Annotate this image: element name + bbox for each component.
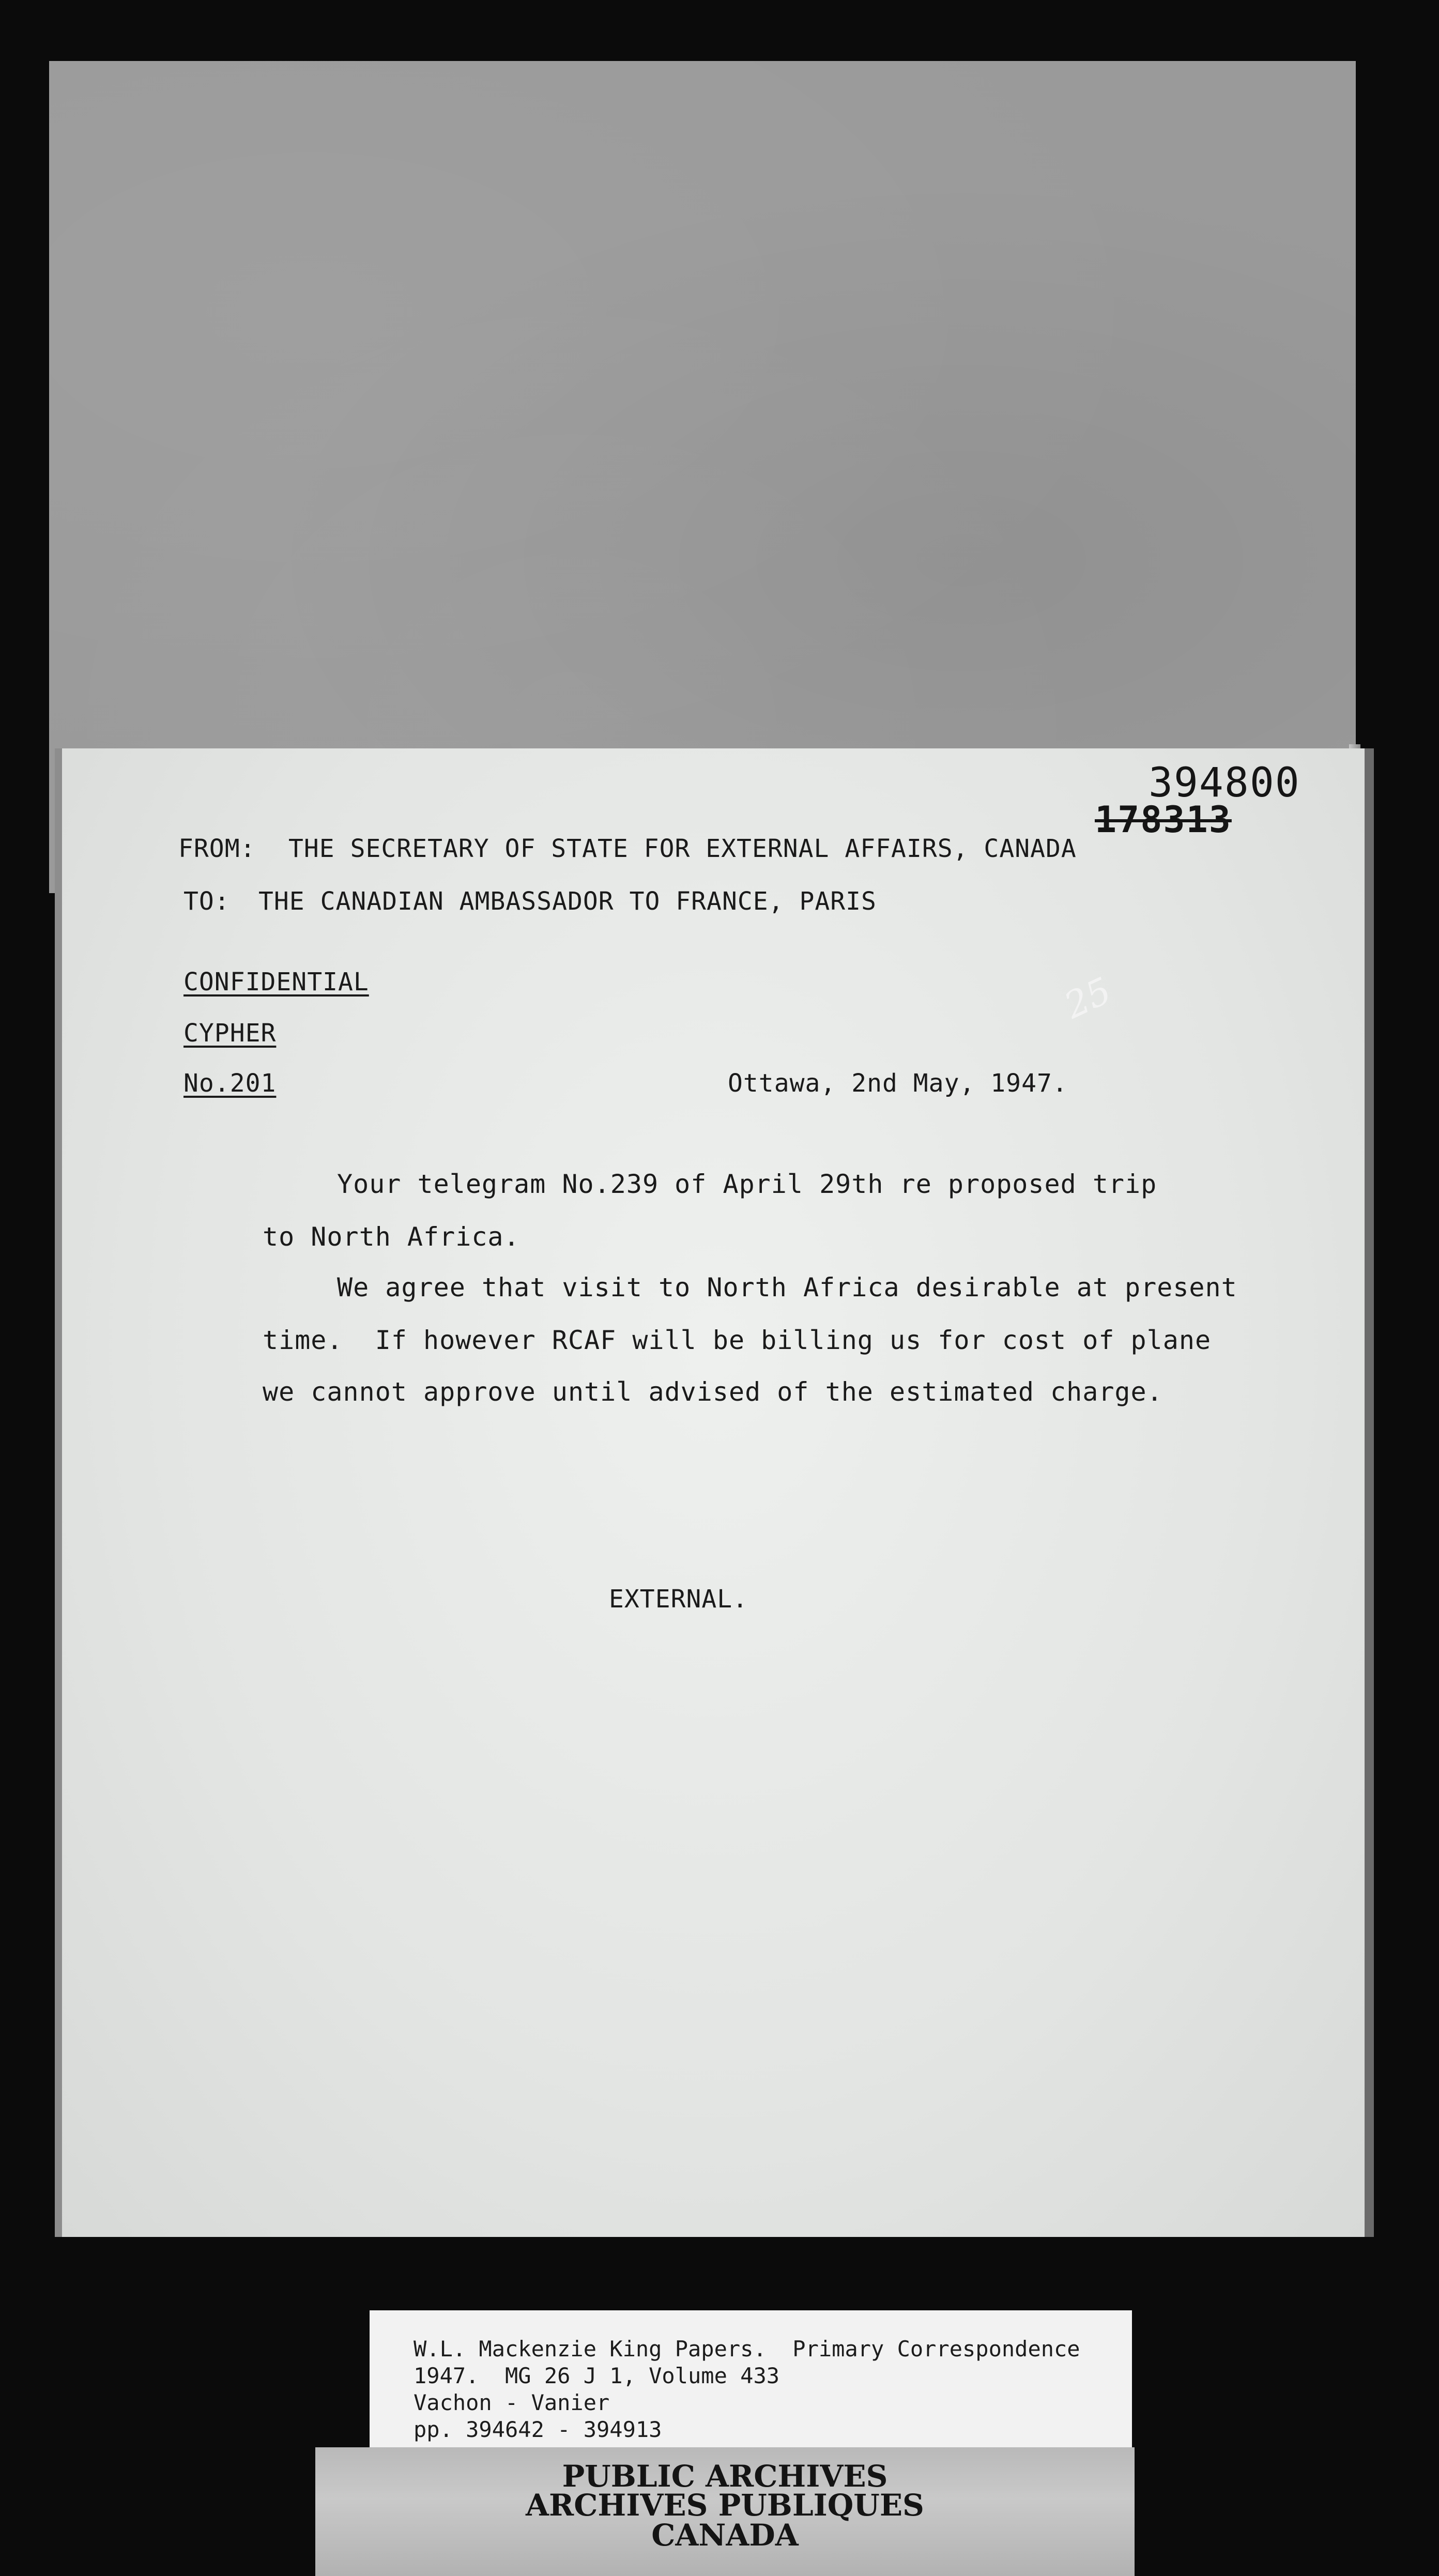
to-value: THE CANADIAN AMBASSADOR TO FRANCE, PARIS: [258, 887, 877, 916]
to-label: TO:: [183, 887, 230, 916]
archives-line-3: CANADA: [651, 2518, 799, 2553]
body-line-5: we cannot approve until advised of the estimated charge.: [263, 1377, 1163, 1407]
body-line-2: to North Africa.: [263, 1222, 520, 1252]
archives-line-1: PUBLIC ARCHIVES: [562, 2459, 888, 2494]
archive-label-line-3: Vachon - Vanier: [414, 2390, 610, 2415]
from-value: THE SECRETARY OF STATE FOR EXTERNAL AFFAIRS, CANADA: [288, 834, 1077, 863]
from-label: FROM:: [178, 834, 256, 863]
archive-label-line-4: pp. 394642 - 394913: [414, 2417, 662, 2442]
pencil-note: 25: [1058, 969, 1118, 1027]
stamp-number: 394800: [1149, 760, 1300, 806]
body-line-1: Your telegram No.239 of April 29th re proposed trip: [337, 1169, 1157, 1199]
body-line-4: time. If however RCAF will be billing us for cost of plane: [263, 1325, 1212, 1355]
cypher-label: CYPHER: [183, 1019, 277, 1048]
archive-label-line-1: W.L. Mackenzie King Papers. Primary Correspondence: [414, 2336, 1080, 2362]
archive-label-line-2: 1947. MG 26 J 1, Volume 433: [414, 2363, 780, 2388]
dateline: Ottawa, 2nd May, 1947.: [728, 1069, 1068, 1098]
message-number: No.201: [183, 1069, 277, 1098]
struck-stamp-number: 178313: [1095, 799, 1232, 841]
signature: EXTERNAL.: [609, 1585, 748, 1614]
archives-line-2: ARCHIVES PUBLIQUES: [526, 2488, 924, 2523]
confidential-label: CONFIDENTIAL: [183, 968, 369, 996]
body-line-3: We agree that visit to North Africa desirable at present: [337, 1272, 1237, 1302]
